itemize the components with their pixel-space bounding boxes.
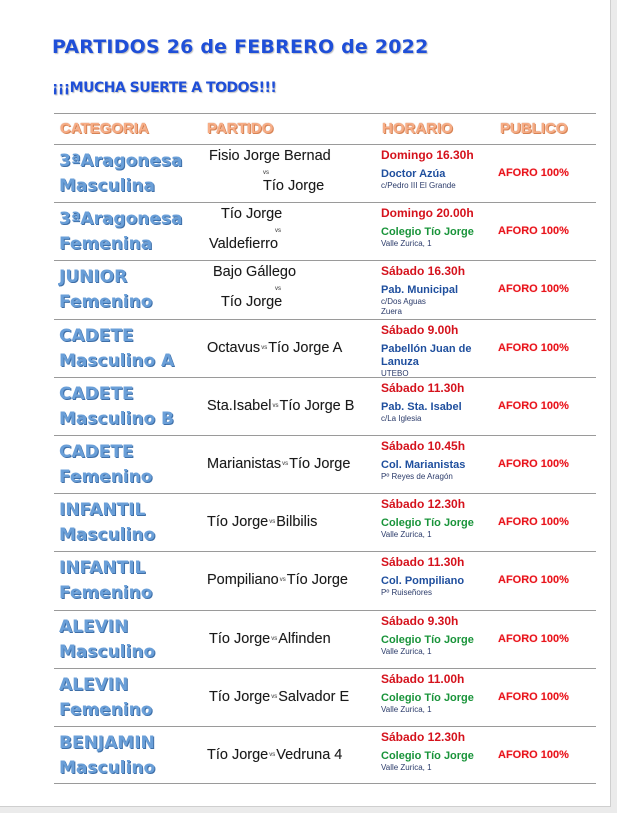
venue-name: Doctor Azúa xyxy=(381,168,446,180)
vs-label: vs xyxy=(271,635,278,642)
team-away: Tío Jorge B xyxy=(279,397,355,414)
category-cell xyxy=(59,556,199,606)
venue-address: c/Pedro III El Grande xyxy=(381,181,456,190)
venue-address: c/Dos Aguas xyxy=(381,297,426,307)
table-row xyxy=(54,727,596,784)
aforo-badge: AFORO 100% xyxy=(498,574,569,587)
schedule-cell xyxy=(381,323,499,379)
category-gender: Masculino xyxy=(59,757,156,778)
venue-address: UTEBO xyxy=(381,368,409,378)
match-time: Sábado 12.30h xyxy=(381,497,466,512)
match-time: Sábado 9.00h xyxy=(381,322,459,337)
match-cell xyxy=(202,203,374,261)
venue-address: Valle Zurica, 1 xyxy=(381,239,432,249)
category-gender: Femenino xyxy=(59,466,153,487)
team-away: Salvador E xyxy=(278,688,350,705)
vs-label: vs xyxy=(275,286,281,293)
category-name: CADETE xyxy=(59,325,134,346)
category-name: CADETE xyxy=(59,383,134,404)
venue-address: Pº Ruiseñores xyxy=(381,588,432,598)
venue-name: Pab. Sta. Isabel xyxy=(381,400,462,413)
match-time: Sábado 11.30h xyxy=(381,380,465,395)
vs-label: vs xyxy=(279,577,286,584)
vs-label: vs xyxy=(269,519,276,526)
team-away: Bilbilis xyxy=(276,514,318,531)
match-line xyxy=(207,340,342,356)
match-cell xyxy=(202,261,374,319)
category-gender: Masculino A xyxy=(59,350,175,371)
category-gender: Femenino xyxy=(59,699,153,720)
team-home: Marianistas xyxy=(207,455,282,472)
category-cell xyxy=(59,149,199,199)
table-row xyxy=(54,261,596,319)
page-subtitle: ¡¡¡MUCHA SUERTE A TODOS!!! xyxy=(52,80,277,96)
category-name: BENJAMIN xyxy=(59,732,155,753)
category-name: ALEVIN xyxy=(59,674,129,695)
table-row xyxy=(54,378,596,436)
vs-label: vs xyxy=(275,228,281,235)
venue-name: Colegio Tío Jorge xyxy=(381,749,474,762)
match-line xyxy=(207,572,348,588)
schedule-cell xyxy=(381,555,499,598)
vs-label: vs xyxy=(282,461,289,468)
category-gender: Femenino xyxy=(59,583,153,604)
table-row xyxy=(54,494,596,552)
category-cell xyxy=(59,440,199,490)
schedule-cell xyxy=(381,614,499,657)
category-name: JUNIOR xyxy=(59,267,128,288)
match-cell xyxy=(202,320,374,378)
table-body xyxy=(54,145,596,784)
schedule-table xyxy=(54,113,596,784)
match-time: Domingo 20.00h xyxy=(381,206,474,221)
match-cell xyxy=(202,611,374,669)
match-cell xyxy=(202,494,374,552)
aforo-badge: AFORO 100% xyxy=(498,748,569,761)
match-time: Sábado 11.00h xyxy=(381,671,465,686)
vs-label: vs xyxy=(269,752,276,759)
team-away: Tío Jorge xyxy=(289,455,351,472)
aforo-badge: AFORO 100% xyxy=(498,283,569,296)
aforo-badge: AFORO 100% xyxy=(498,516,569,529)
aforo-badge: AFORO 100% xyxy=(498,690,569,703)
match-time: Sábado 9.30h xyxy=(381,613,459,628)
match-cell xyxy=(202,727,374,785)
aforo-badge: AFORO 100% xyxy=(498,341,569,354)
vs-label: vs xyxy=(263,170,269,176)
team-home: Tío Jorge xyxy=(207,514,269,531)
team-away: Tío Jorge xyxy=(286,572,348,589)
match-time: Domingo 16.30h xyxy=(381,148,474,162)
schedule-cell xyxy=(381,148,499,191)
match-line xyxy=(209,631,331,647)
schedule-cell xyxy=(381,264,499,317)
category-name: ALEVIN xyxy=(59,616,129,637)
match-cell xyxy=(202,145,374,203)
venue-name: Colegio Tío Jorge xyxy=(381,226,474,239)
team-away: Alfinden xyxy=(278,630,331,647)
header-partido: PARTIDO xyxy=(207,120,274,137)
team-away: Valdefierro xyxy=(209,236,279,253)
schedule-cell xyxy=(381,672,499,715)
header-publico: PUBLICO xyxy=(500,120,568,137)
venue-name: Pabellón Juan de Lanuza xyxy=(381,342,472,368)
vs-label: vs xyxy=(261,344,268,351)
category-cell xyxy=(59,207,199,257)
category-cell xyxy=(59,731,199,781)
table-row xyxy=(54,436,596,494)
team-home: Octavus xyxy=(207,339,261,356)
schedule-cell xyxy=(381,730,499,773)
aforo-badge: AFORO 100% xyxy=(498,167,569,179)
category-name: CADETE xyxy=(59,441,134,462)
schedule-cell xyxy=(381,381,499,424)
table-header xyxy=(54,113,596,145)
category-gender: Femenina xyxy=(59,234,153,255)
table-row xyxy=(54,203,596,261)
category-name: INFANTIL xyxy=(59,500,146,521)
team-home: Tío Jorge xyxy=(209,688,271,705)
category-name: 3ªAragonesa xyxy=(59,209,183,230)
category-cell xyxy=(59,324,199,374)
match-line xyxy=(207,514,317,530)
venue-address: Valle Zurica, 1 xyxy=(381,762,432,772)
match-cell xyxy=(202,552,374,610)
team-away: Tío Jorge xyxy=(263,178,325,194)
venue-name: Pab. Municipal xyxy=(381,284,459,297)
venue-city: Zuera xyxy=(381,307,402,317)
venue-address: Pº Reyes de Aragón xyxy=(381,471,453,481)
team-home: Tío Jorge xyxy=(221,206,283,223)
match-cell xyxy=(202,669,374,727)
venue-name: Colegio Tío Jorge xyxy=(381,517,474,530)
match-line xyxy=(207,747,342,763)
team-home: Sta.Isabel xyxy=(207,397,272,414)
match-time: Sábado 12.30h xyxy=(381,729,466,744)
vs-label: vs xyxy=(272,402,279,409)
match-line xyxy=(207,456,350,472)
table-row xyxy=(54,552,596,610)
category-cell xyxy=(59,265,199,315)
schedule-cell xyxy=(381,439,499,482)
table-row xyxy=(54,611,596,669)
vs-label: vs xyxy=(271,693,278,700)
aforo-badge: AFORO 100% xyxy=(498,399,569,412)
venue-address: Valle Zurica, 1 xyxy=(381,704,432,714)
table-row xyxy=(54,669,596,727)
category-gender: Masculino xyxy=(59,641,156,662)
team-away: Tío Jorge xyxy=(221,294,283,311)
category-cell xyxy=(59,615,199,665)
venue-name: Col. Marianistas xyxy=(381,458,466,471)
team-away: Tío Jorge A xyxy=(268,339,343,356)
schedule-cell xyxy=(381,206,499,249)
match-line xyxy=(209,689,349,705)
match-time: Sábado 11.30h xyxy=(381,555,465,570)
category-cell xyxy=(59,382,199,432)
category-cell xyxy=(59,498,199,548)
schedule-cell xyxy=(381,497,499,540)
table-row xyxy=(54,320,596,378)
match-time: Sábado 10.45h xyxy=(381,438,466,453)
team-home: Tío Jorge xyxy=(209,630,271,647)
aforo-badge: AFORO 100% xyxy=(498,457,569,470)
venue-address: Valle Zurica, 1 xyxy=(381,530,432,540)
header-horario: HORARIO xyxy=(382,120,453,137)
match-time: Sábado 16.30h xyxy=(381,264,466,279)
match-cell xyxy=(202,378,374,436)
team-home: Bajo Gállego xyxy=(213,264,297,281)
team-away: Vedruna 4 xyxy=(276,746,343,763)
team-home: Pompiliano xyxy=(207,572,279,589)
venue-name: Col. Pompiliano xyxy=(381,575,465,588)
match-cell xyxy=(202,436,374,494)
team-home: Fisio Jorge Bernad xyxy=(209,148,331,164)
category-gender: Masculino xyxy=(59,525,156,546)
category-name: INFANTIL xyxy=(59,558,146,579)
category-name: 3ªAragonesa xyxy=(59,151,183,171)
venue-address: c/La Iglesia xyxy=(381,413,422,423)
category-gender: Masculino B xyxy=(59,408,174,429)
match-line xyxy=(207,398,354,414)
aforo-badge: AFORO 100% xyxy=(498,632,569,645)
page-title: PARTIDOS 26 de FEBRERO de 2022 xyxy=(52,36,429,58)
venue-name: Colegio Tío Jorge xyxy=(381,633,474,646)
category-gender: Masculina xyxy=(59,176,155,196)
aforo-badge: AFORO 100% xyxy=(498,225,569,238)
team-home: Tío Jorge xyxy=(207,746,269,763)
category-cell xyxy=(59,673,199,723)
venue-name: Colegio Tío Jorge xyxy=(381,691,474,704)
category-gender: Femenino xyxy=(59,292,153,313)
venue-address: Valle Zurica, 1 xyxy=(381,646,432,656)
header-categoria: CATEGORIA xyxy=(60,120,149,137)
table-row xyxy=(54,145,596,203)
